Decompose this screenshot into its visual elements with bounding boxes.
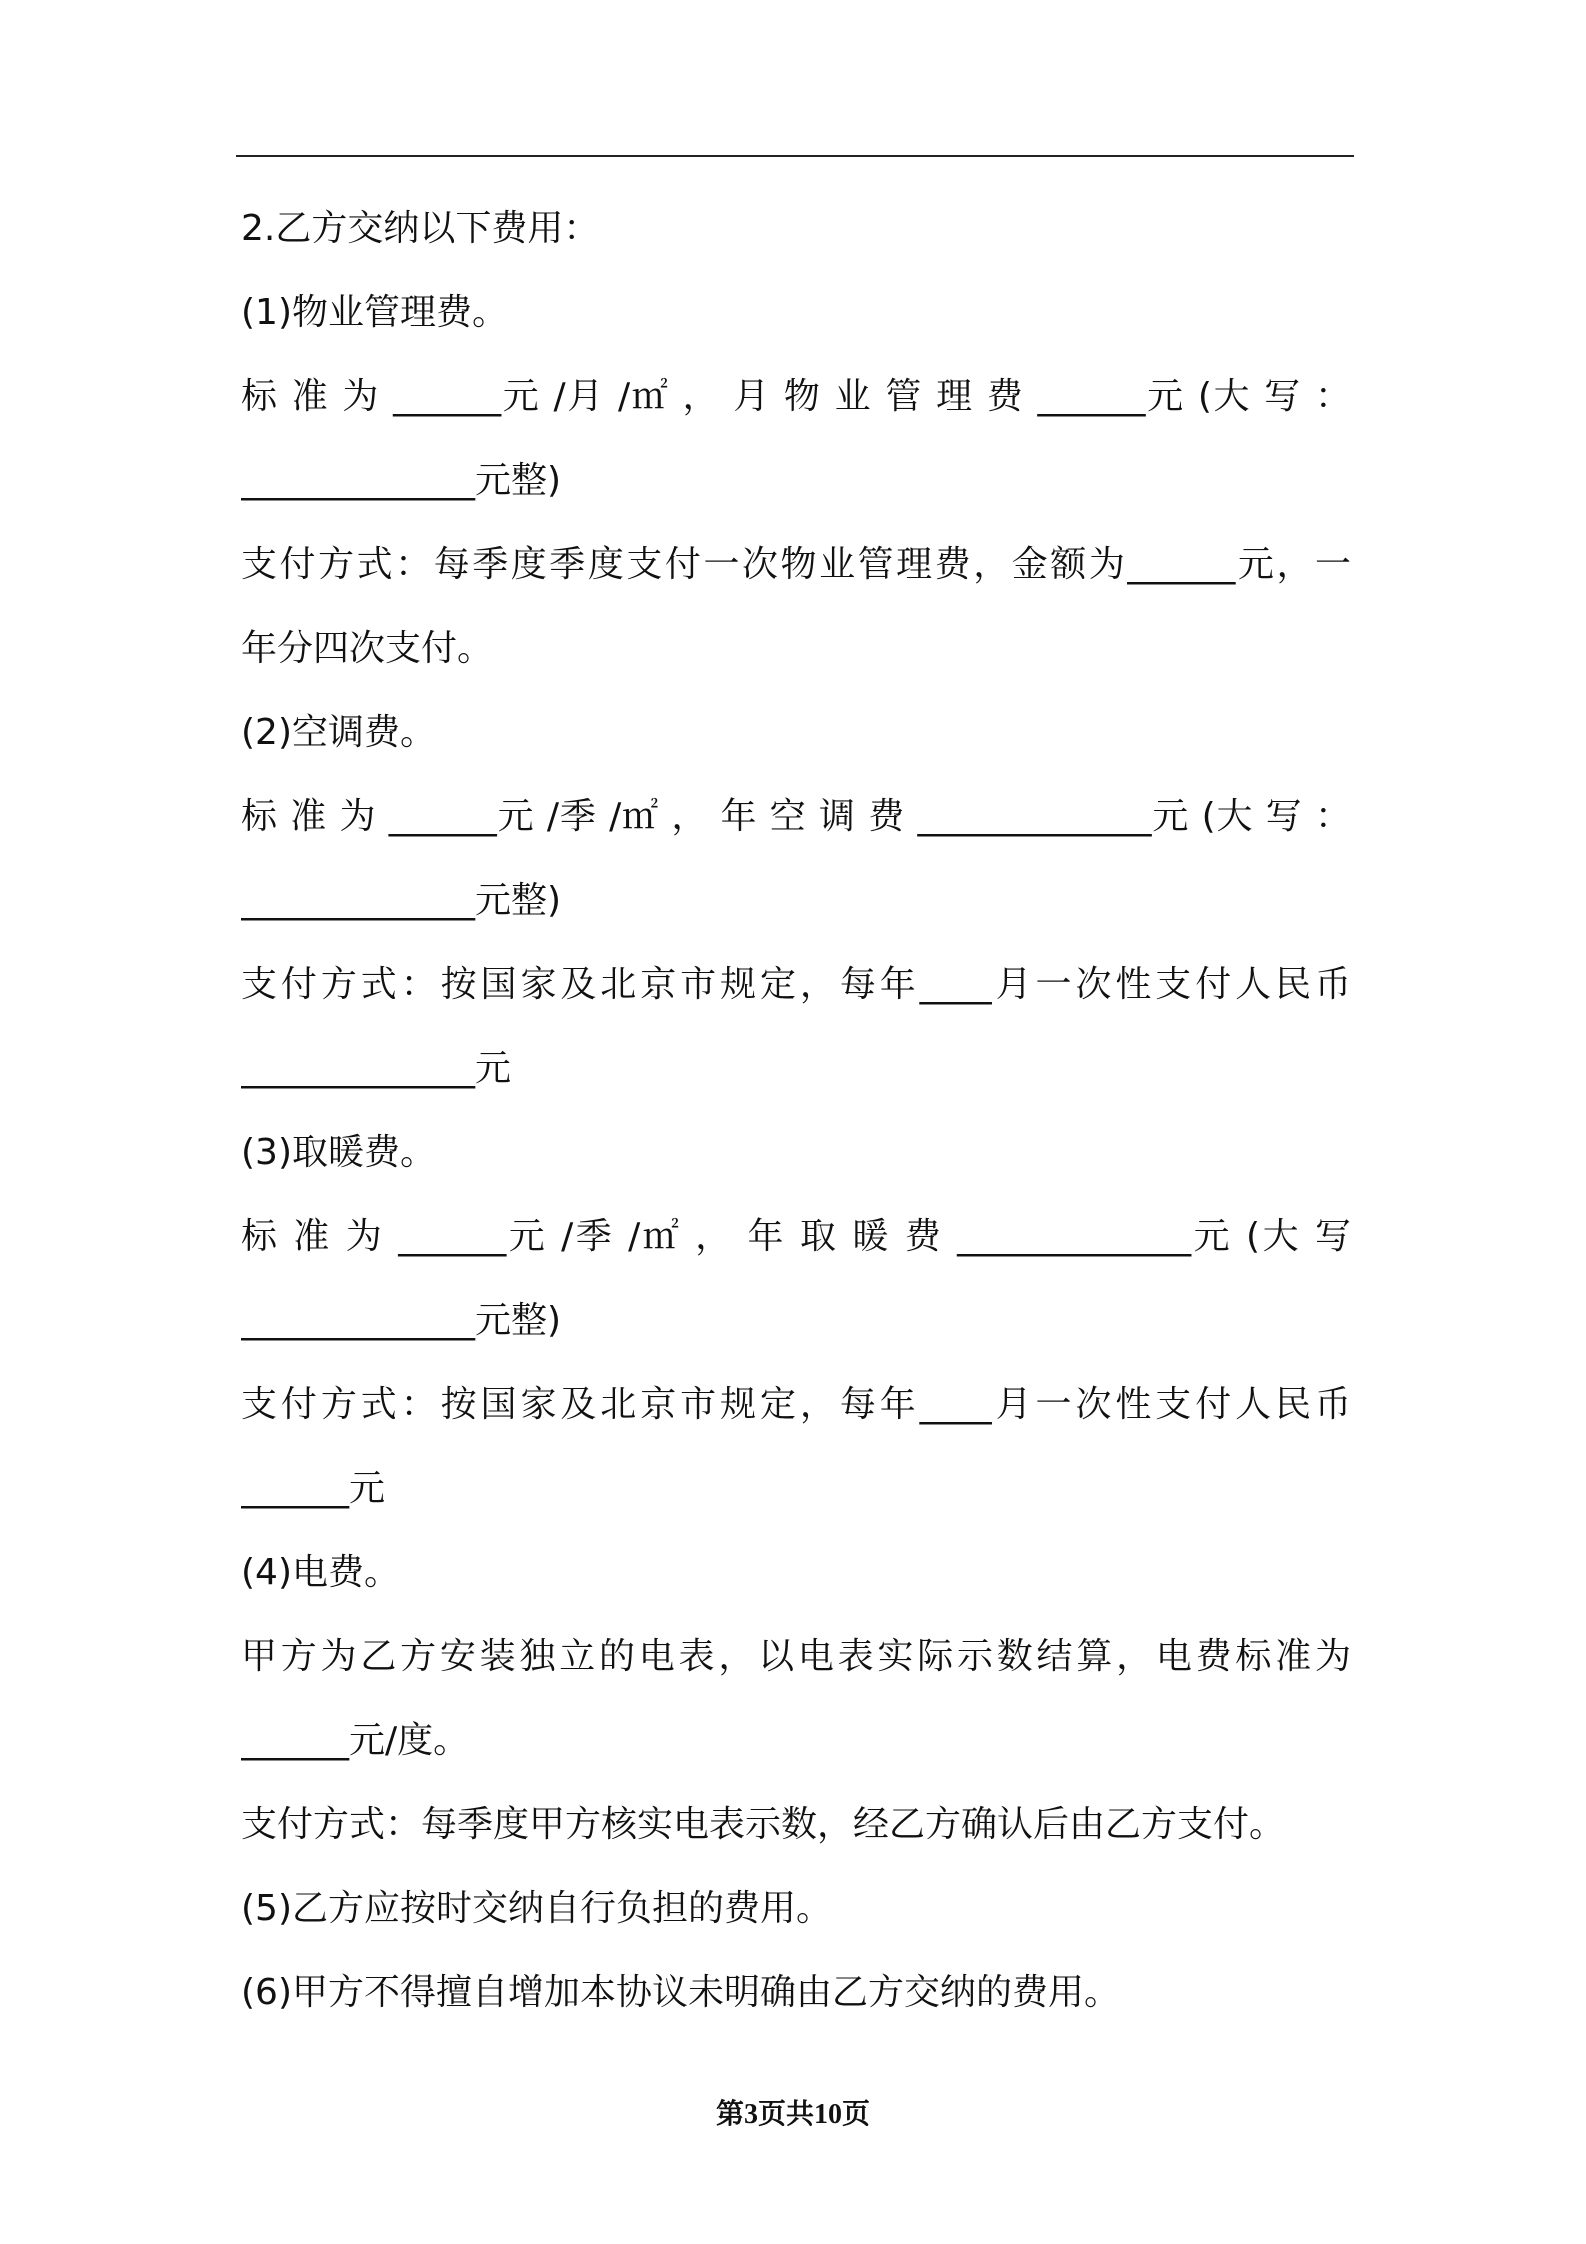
property-fee-payment-method: 支付方式：每季度季度支付一次物业管理费，金额为______元，一 [241, 544, 1351, 585]
heating-fee-payment-method: 支付方式：按国家及北京市规定，每年____月一次性支付人民币 [241, 1384, 1351, 1425]
ac-fee-payment-method: 支付方式：按国家及北京市规定，每年____月一次性支付人民币 [241, 964, 1351, 1005]
item-heading-heating-fee: (3)取暖费。 [241, 1132, 436, 1173]
electricity-fee-meter: 甲方为乙方安装独立的电表，以电表实际示数结算，电费标准为 [241, 1636, 1351, 1677]
heating-fee-amount-words: _____________元整) [241, 1300, 562, 1341]
ac-fee-standard: 标 准 为 ______元 /季 /㎡ ， 年 空 调 费 _____________元 (大 写 ： [241, 796, 1351, 837]
document-body [241, 200, 1351, 2048]
property-fee-amount-words: _____________元整) [241, 460, 562, 501]
item-heading-property-fee: (1)物业管理费。 [241, 292, 508, 333]
clause-timely-payment: (5)乙方应按时交纳自行负担的费用。 [241, 1888, 832, 1929]
electricity-fee-standard: ______元/度。 [241, 1720, 470, 1761]
electricity-fee-payment-method: 支付方式：每季度甲方核实电表示数，经乙方确认后由乙方支付。 [241, 1804, 1286, 1845]
section-heading: 2.乙方交纳以下费用： [241, 208, 600, 249]
item-heading-electricity-fee: (4)电费。 [241, 1552, 400, 1593]
item-heading-ac-fee: (2)空调费。 [241, 712, 436, 753]
property-fee-standard: 标 准 为 ______元 /月 /㎡ ， 月 物 业 管 理 费 ______元 (大 写 ： [241, 376, 1351, 417]
heating-fee-standard: 标 准 为 ______元 /季 /㎡ ， 年 取 暖 费 _____________元 (大 写 [241, 1216, 1351, 1257]
ac-fee-amount-words: _____________元整) [241, 880, 562, 921]
page-number-footer: 第3页共10页 [715, 2099, 870, 2130]
ac-fee-payment-amount: _____________元 [241, 1048, 511, 1089]
heating-fee-payment-amount: ______元 [241, 1468, 386, 1509]
property-fee-payment-method-cont: 年分四次支付。 [241, 628, 494, 669]
header-rule [236, 155, 1354, 157]
clause-no-extra-fees: (6)甲方不得擅自增加本协议未明确由乙方交纳的费用。 [241, 1972, 1120, 2013]
